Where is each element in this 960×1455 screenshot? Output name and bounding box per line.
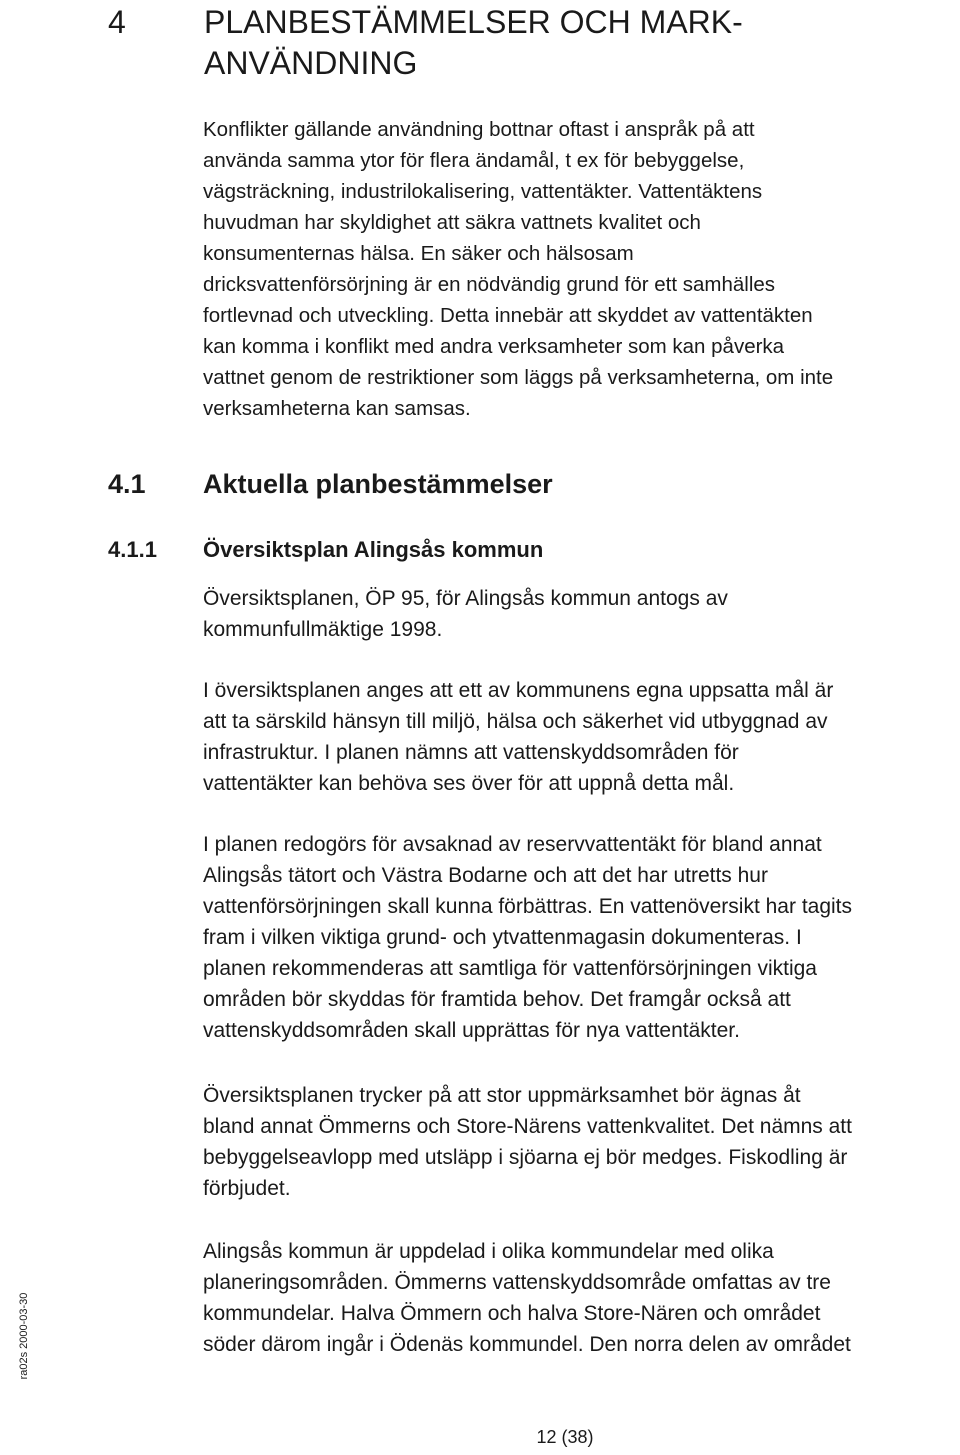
kommundelar-paragraph: Alingsås kommun är uppdelad i olika kommundelar med olika planeringsområden. Ömmerns vattenskyddsområde omfattas av tre kommundelar. Halva Ömmern och halva Store-Nären och området söder därom ingår i Ödenäs kommundel. Den norra delen av området [203,1240,851,1356]
section-title: Aktuella planbestämmelser [203,469,553,499]
subsection-title: Översiktsplan Alingsås kommun [203,537,544,562]
ommern-paragraph: Översiktsplanen trycker på att stor uppmärksamhet bör ägnas åt bland annat Ömmerns och Store-Närens vattenkvalitet. Det nämns att bebyggelseavlopp med utsläpp i sjöarna ej bör medges. Fiskodling är förbjudet. [203,1084,852,1200]
section-heading-4-1-1 [108,534,948,566]
hansyn-paragraph: I översiktsplanen anges att ett av kommunens egna uppsatta mål är att ta särskild hänsyn till miljö, hälsa och säkerhet vid utbyggnad av infrastruktur. I planen nämns att vattenskyddsområden för vattentäkter kan behöva ses över för att uppnå detta mål. [203,679,834,795]
intro-paragraph: Konflikter gällande användning bottnar oftast i anspråk på att använda samma ytor för flera ändamål, t ex för bebyggelse, vägsträckning, industrilokalisering, vattentäkter. Vattentäktens huvudman har skyldighet att säkra vattnets kvalitet och konsumenternas hälsa. En säker och hälsosam dricksvattenförsörjning är en nödvändig grund för ett samhälles fortlevnad och utveckling. Detta innebär att skyddet av vattentäkten kan komma i konflikt med andra verksamheter som kan påverka vattnet genom de restriktioner som läggs på verksamheterna, om inte verksamheterna kan samsas. [203,118,834,420]
section-heading-4-1 [108,466,948,502]
chapter-heading [108,2,948,84]
chapter-number: 4 [108,4,126,40]
section-number: 4.1 [108,469,146,499]
chapter-title: PLANBESTÄMMELSER OCH MARK- ANVÄNDNING [204,4,743,81]
page-number: 12 (38) [536,1427,594,1447]
reserv-paragraph: I planen redogörs för avsaknad av reservvattentäkt för bland annat Alingsås tätort och Västra Bodarne och att det har utretts hur vattenförsörjningen skall kunna förbättras. En vattenöversikt har tagits fram i vilken viktiga grund- och ytvattenmagasin dokumenteras. I planen rekommenderas att samtliga för vattenförsörjningen viktiga områden bör skyddas för framtida behov. Det framgår också att vattenskyddsområden skall upprättas för nya vattentäkter. [203,833,853,1042]
subsection-number: 4.1.1 [108,537,157,562]
revision-sidenote: ra02s 2000-03-30 [18,1292,30,1380]
op95-paragraph: Översiktsplanen, ÖP 95, för Alingsås kommun antogs av kommunfullmäktige 1998. [203,587,728,641]
